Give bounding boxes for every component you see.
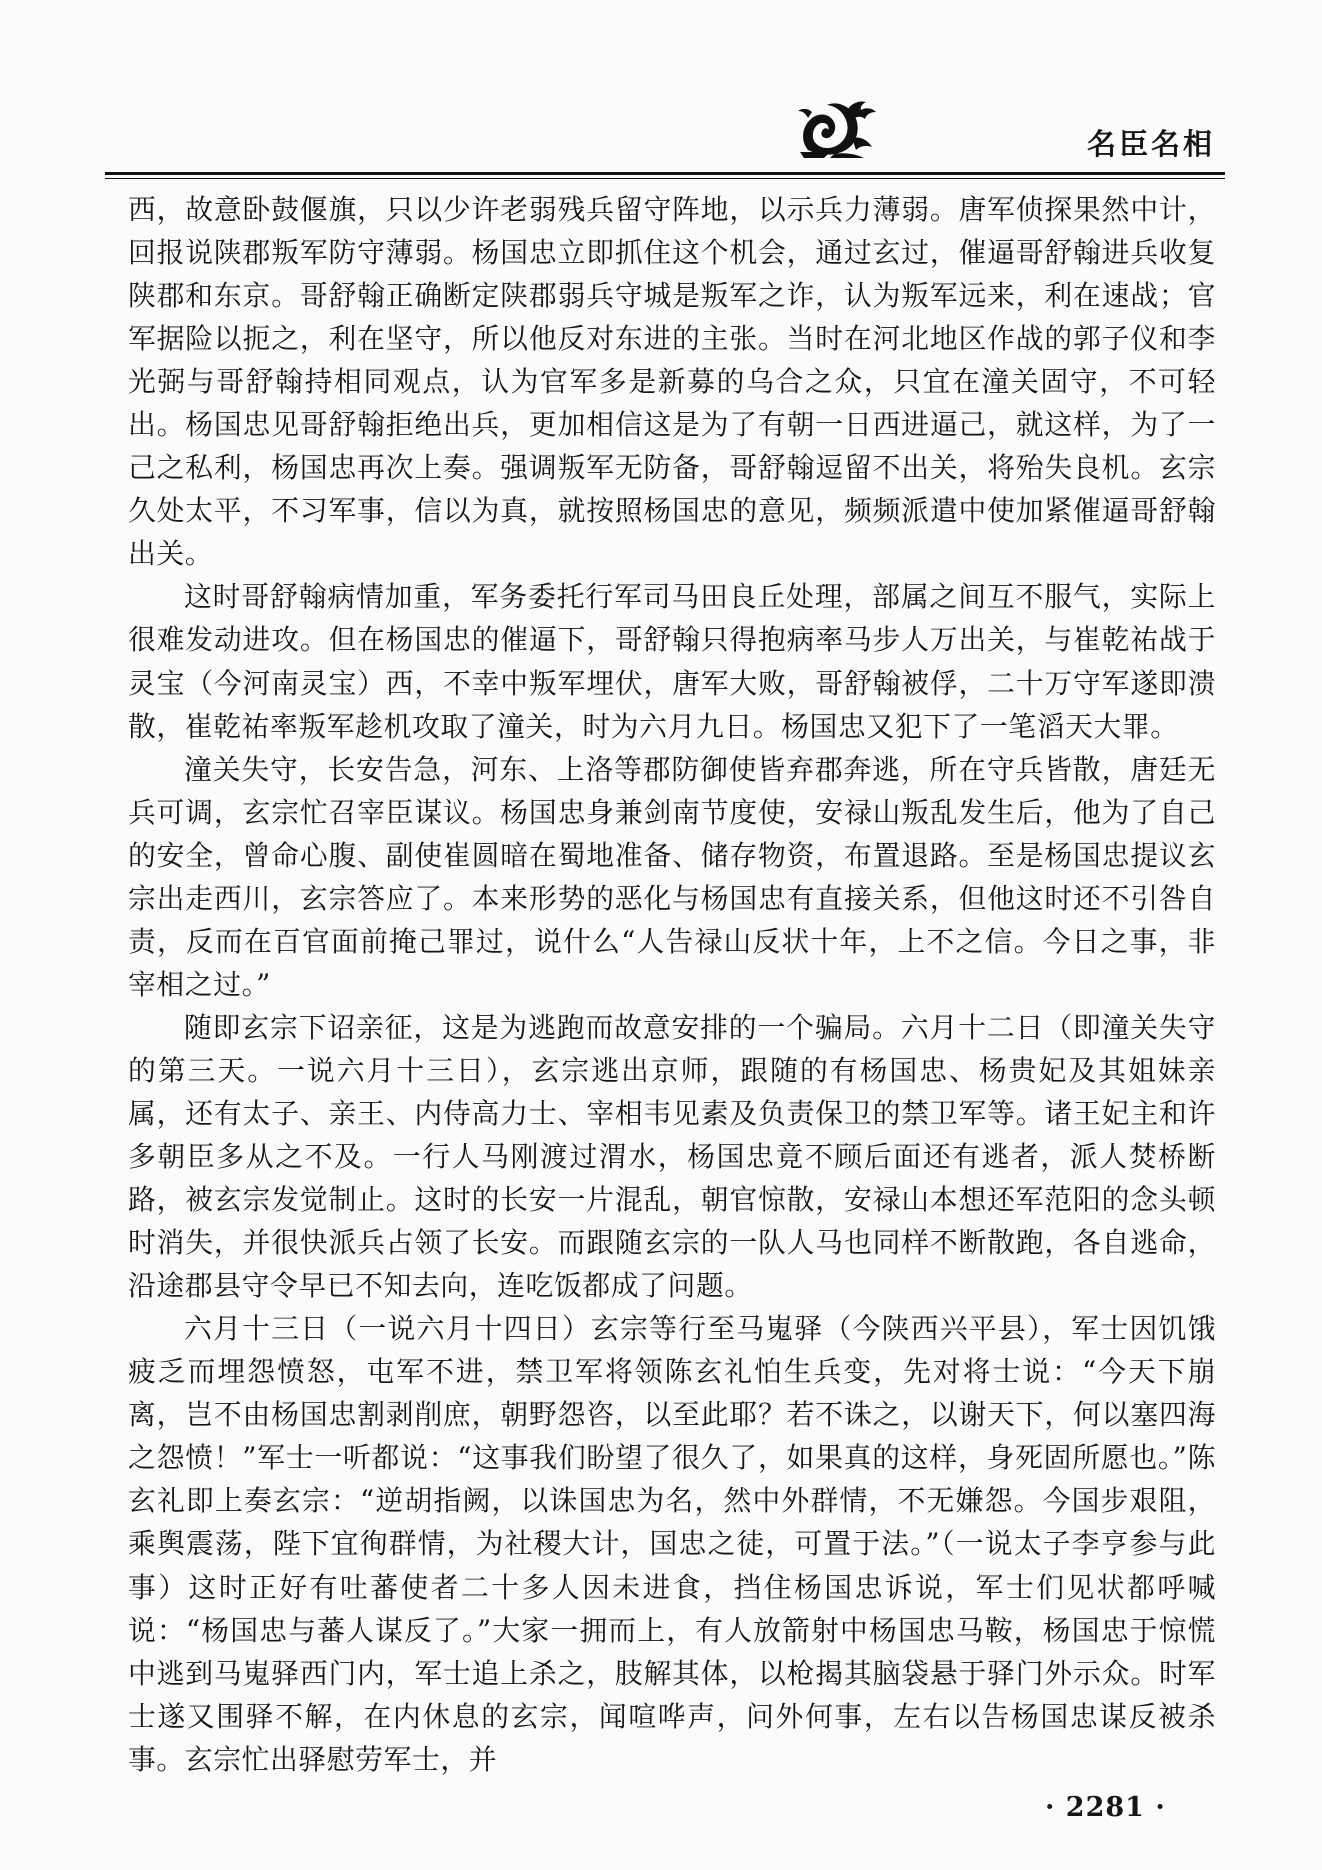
paragraph-5: 六月十三日（一说六月十四日）玄宗等行至马嵬驿（今陕西兴平县），军士因饥饿疲乏而埋怨愤怒，屯军不进，禁卫军将领陈玄礼怕生兵变，先对将士说：“今天下崩离，岂不由杨国忠割剥削庶，朝野怨咨，以至此耶？若不诛之，以谢天下，何以塞四海之怨愤！”军士一听都说：“这事我们盼望了很久了，如果真的这样，身死固所愿也。”陈玄礼即上奏玄宗：“逆胡指阙，以诛国忠为名，然中外群情，不无嫌怨。今国步艰阻，乘舆震荡，陛下宜徇群情，为社稷大计，国忠之徒，可置于法。”（一说太子李亨参与此事）这时正好有吐蕃使者二十多人因未进食，挡住杨国忠诉说，军士们见状都呼喊说：“杨国忠与蕃人谋反了。”大家一拥而上，有人放箭射中杨国忠马鞍，杨国忠于惊慌中逃到马嵬驿西门内，军士追上杀之，肢解其体，以枪揭其脑袋悬于驿门外示众。时军士遂又围驿不解，在内休息的玄宗，闻喧哗声，问外何事，左右以告杨国忠谋反被杀事。玄宗忙出驿慰劳军士，并: [128, 1312, 1216, 1776]
header-rule-thick: [105, 172, 1225, 175]
paragraph-2: 这时哥舒翰病情加重，军务委托行军司马田良丘处理，部属之间互不服气，实际上很难发动进攻。但在杨国忠的催逼下，哥舒翰只得抱病率马步人万出关，与崔乾祐战于灵宝（今河南灵宝）西，不幸中叛军埋伏，唐军大败，哥舒翰被俘，二十万守军遂即溃散，崔乾祐率叛军趁机攻取了潼关，时为六月九日。杨国忠又犯下了一笔滔天大罪。: [128, 580, 1216, 743]
paragraph-4: 随即玄宗下诏亲征，这是为逃跑而故意安排的一个骗局。六月十二日（即潼关失守的第三天。一说六月十三日），玄宗逃出京师，跟随的有杨国忠、杨贵妃及其姐妹亲属，还有太子、亲王、内侍高力士、宰相韦见素及负责保卫的禁卫军等。诸王妃主和许多朝臣多从之不及。一行人马刚渡过渭水，杨国忠竟不顾后面还有逃者，派人焚桥断路，被玄宗发觉制止。这时的长安一片混乱，朝官惊散，安禄山本想还军范阳的念头顿时消失，并很快派兵占领了长安。而跟随玄宗的一队人马也同样不断散跑，各自逃命，沿途郡县守令早已不知去向，连吃饭都成了问题。: [128, 1010, 1216, 1303]
page-header: [105, 92, 1225, 168]
paragraph-1: 西，故意卧鼓偃旗，只以少许老弱残兵留守阵地，以示兵力薄弱。唐军侦探果然中计，回报说陕郡叛军防守薄弱。杨国忠立即抓住这个机会，通过玄过，催逼哥舒翰进兵收复陕郡和东京。哥舒翰正确断定陕郡弱兵守城是叛军之诈，认为叛军远来，利在速战；官军据险以扼之，利在坚守，所以他反对东进的主张。当时在河北地区作战的郭子仪和李光弼与哥舒翰持相同观点，认为官军多是新募的乌合之众，只宜在潼关固守，不可轻出。杨国忠见哥舒翰拒绝出兵，更加相信这是为了有朝一日西进逼己，就这样，为了一己之私利，杨国忠再次上奏。强调叛军无防备，哥舒翰逗留不出关，将殆失良机。玄宗久处太平，不习军事，信以为真，就按照杨国忠的意见，频频派遣中使加紧催逼哥舒翰出关。: [128, 193, 1216, 571]
body-text: [128, 188, 1216, 1781]
header-rule-thin: [105, 178, 1225, 179]
page-number: · 2281 ·: [1045, 1792, 1166, 1823]
dragon-emblem-icon: [790, 92, 890, 162]
header-title: 名臣名相: [1086, 127, 1215, 161]
paragraph-3: 潼关失守，长安告急，河东、上洛等郡防御使皆弃郡奔逃，所在守兵皆散，唐廷无兵可调，玄宗忙召宰臣谋议。杨国忠身兼剑南节度使，安禄山叛乱发生后，他为了自己的安全，曾命心腹、副使崔圆暗在蜀地准备、储存物资，布置退路。至是杨国忠提议玄宗出走西川，玄宗答应了。本来形势的恶化与杨国忠有直接关系，但他这时还不引咎自责，反而在百官面前掩己罪过，说什么“人告禄山反状十年，上不之信。今日之事，非宰相之过。”: [128, 752, 1216, 1001]
